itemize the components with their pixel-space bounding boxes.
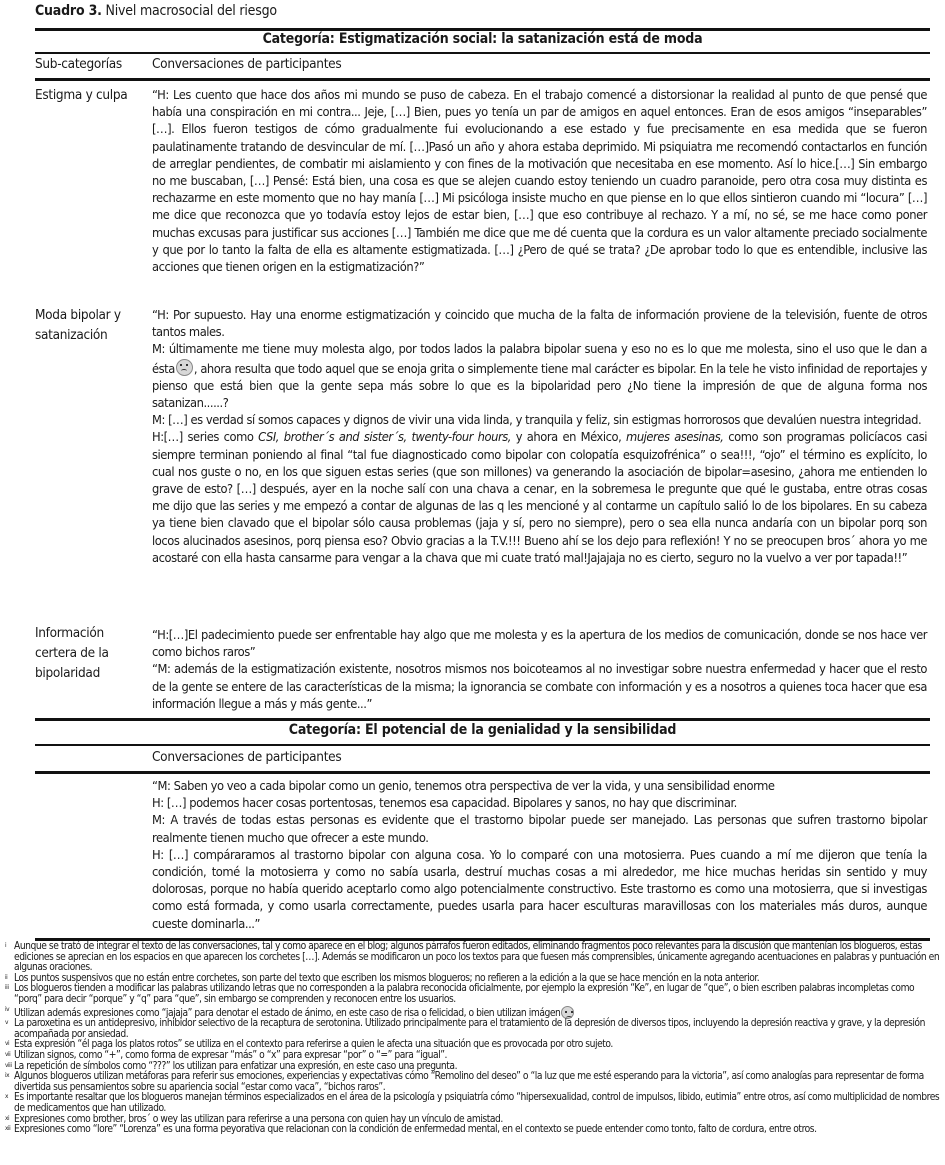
conversation-paragraph: “M: Saben yo veo a cada bipolar como un genio, tenemos otra perspectiva de ver la vida, y una sensibilidad enorme [152,779,775,794]
subcategory-informacion-certera: Información certera de la bipolaridad [35,625,109,681]
column-header-conversations: Conversaciones de participantes [152,56,342,72]
sad-face-icon [176,359,193,376]
conversation-informacion-certera [152,627,927,713]
conversation-paragraph: “H:[…]El padecimiento puede ser enfrentable hay algo que me molesta y es la apertura de los medios de comunicación, donde se nos hace ver como bichos raros” [152,628,927,661]
header-rule-2 [35,771,930,774]
conversation-estigma-y-culpa [152,87,927,276]
conversation-moda-bipolar [152,307,927,567]
conversation-genialidad [152,778,927,933]
footnotes [5,942,940,1136]
emoticon-icon [561,1006,574,1019]
footnote: v La paroxetina es un antidepresivo, inhibidor selectivo de la recaptura de serotonina. Utilizado principalmente para el tratamiento de la depresión de diversos tipos, incluyendo la depresión reactiva y grave, y la depresión acompañada por ansiedad. [5,1018,925,1040]
footnote: ii Los puntos suspensivos que no están entre corchetes, son parte del texto que escriben los mismos blogueros; no refieren a la edición a la que se hace mención en la nota anterior. [5,972,760,984]
footnote: viii La repetición de símbolos como “???” los utilizan para enfatizar una expresión, en este caso una pregunta. [5,1060,458,1072]
footnote: ix Algunos blogueros utilizan metáforas para referir sus emociones, experiencias y expectativas cómo “Remolino del deseo” o “la luz que me esté esperando para la victoria”, así como analogías para representar de forma divertida sus pensamientos sobre su apariencia social “estar como vaca”, “bichos raros”. [5,1071,924,1093]
footnote: iv Utilizan además expresiones como “jajaja” para denotar el estado de ánimo, en este caso de risa o felicidad, o bien utilizan imágen [5,1006,940,1020]
footnote: xii Expresiones como “lore” “Lorenza” es una forma peyorativa que relacionan con la condición de enfermedad mental, en el contexto se puede entender como tonto, falto de cordura, entre otros. [5,1124,817,1136]
rule [35,52,930,54]
footnote: vi Esta expresión “él paga los platos rotos” se utiliza en el contexto para referirse a quien le afecta una situación que es provocada por otro sujeto. [5,1039,613,1051]
subcategory-moda-bipolar: Moda bipolar y satanización [35,307,121,343]
column-header-conversations-2: Conversaciones de participantes [152,749,342,765]
conversation-paragraph: M: A través de todas estas personas es evidente que el trastorno bipolar puede ser manejado. Las personas que sufren trastorno bipolar realmente tienen mucho que ofrecer a este mundo. [152,813,927,846]
conversation-paragraph: M: últimamente me tiene muy molesta algo, por todos lados la palabra bipolar suena y eso no es lo que me molesta, sino el uso que le dan a ésta , ahora resulta que todo aquel que se enoja grita o simplemente tiene mal carácter es bipolar. En la tele he visto infinidad de reportajes y pienso que está bien que la gente sepa más sobre lo que es la bipolaridad pero ¿No tiene la impresión de que de alguna forma nos satanizan......? [152,342,927,412]
conversation-paragraph: H: […] compáraramos al trastorno bipolar con alguna cosa. Yo lo comparé con una motosierra. Pues cuando a mí me dijeron que tenía la condición, tomé la motosierra y como no sabía usarla, destruí muchas cosas a mi alrededor, me hice muchas heridas sin sentido y muy dolorosas, porque no había querido aceptarlo como algo potencialmente constructivo. Este trastorno es como una motosierra, que si investigas como está formada, y como usarla correctamente, puedes usarla para hacer esculturas maravillosas con los materiales más duros, aunque cueste dominarla...” [152,847,927,932]
footnote: iii Los blogueros tienden a modificar las palabras utilizando letras que no corresponden a la palabra reconocida oficialmente, por ejemplo la expresión “Ke”, en lugar de “que”, o bien escriben palabras incompletas como “porq” para decir “porque” y “q” para “que”, sin embargo se comprenden y reconocen entre los usuarios. [5,983,915,1005]
table-caption [35,3,277,19]
conversation-paragraph: H: […] podemos hacer cosas portentosas, tenemos esa capacidad. Bipolares y sanos, no hay que discriminar. [152,796,737,812]
header-rule [35,78,930,81]
table-title: Nivel macrosocial del riesgo [101,3,277,19]
footnote: x Es importante resaltar que los blogueros manejan términos especializados en el área de la psicología y psiquiatría cómo “hipersexualidad, control de impulsos, libido, eutimia” entre otros, así como multiplicidad de nombres de medicamentos que han utilizado. [5,1092,940,1114]
rule [35,744,930,746]
footnote: i Aunque se trató de integrar el texto de las conversaciones, tal y como aparece en el blog; algunos párrafos fueron editados, eliminando fragmentos poco relevantes para la discusión que mantenían los blogueros, estas ediciones se aprecian en los espacios en que aparecen los corchetes […]. Además se modificaron un poco los textos para que fuesen más comprensibles, únicamente agregando acentuaciones en palabras y puntuación en algunas oraciones. [5,941,940,974]
conversation-paragraph: “H: Por supuesto. Hay una enorme estigmatización y coincido que mucha de la falta de información proviene de la televisión, fuente de otros tantos males. [152,308,927,341]
conversation-paragraph: M: […] es verdad sí somos capaces y dignos de vivir una vida linda, y tranquila y feliz, sin estigmas horrorosos que devalúen nuestra integridad. [152,413,922,429]
conversation-paragraph: “M: además de la estigmatización existente, nosotros mismos nos boicoteamos al no investigar sobre nuestra enfermedad y hacer que el resto de la gente se entere de las características de la misma; la ignorancia se combate con información y es a nosotros a quienes toca hacer que esa información llegue a más y más gente...” [152,662,927,712]
section-rule [35,718,930,721]
footnote: vii Utilizan signos, como “+”, como forma de expresar “más” o “x” para expresar “por” o “=” para “igual”. [5,1049,447,1061]
footnote: xi Expresiones como brother, bros´ o wey las utilizan para referirse a una persona con quien hay un vínculo de amistad. [5,1113,503,1125]
subcategory-estigma-y-culpa: Estigma y culpa [35,87,128,103]
conversation-paragraph: H:[…] series como CSI, brother´s and sister´s, twenty-four hours, y ahora en México, mujeres asesinas, como son programas policíacos casi siempre terminan poniendo al final “tal fue diagnosticado como bipolar con colopatía esquizofrénica” o sea!!!, “ojo” el término es explícito, lo cual nos guste o no, en los que siguen estas series (que son millones) va generando la asociación de bipolar=asesino, ¿ahora me entienden lo grave de esto? […] después, ayer en la noche salí con una chava a cenar, en la sobremesa le pregunte que qué le gustaba, entre otras cosas me dijo que las series y me empezó a contar de algunas de las q les mencioné y al contarme un capítulo salió lo de los bipolares. En su cabeza ya tiene bien clavado que el bipolar sólo causa problemas (jaja y sí, pero no siempre), pero o sea ella nunca andaría con un bipolar porq son locos alucinados asesinos, porq piensa eso? Obvio gracias a la T.V.!!! Bueno ahí se los dejo para reflexión! Y no se preocupen bros´ ahora yo me acostaré con ella hasta cansarme para vengar a la chava que mi cuate trató mal!Jajajaja no es cierto, seguro no la vuelvo a ver por tapada!!” [152,430,928,566]
category-heading-1: Categoría: Estigmatización social: la satanización está de moda [262,31,703,47]
category-heading-2: Categoría: El potencial de la genialidad y la sensibilidad [288,722,677,738]
conversation-paragraph: “H: Les cuento que hace dos años mi mundo se puso de cabeza. En el trabajo comencé a distorsionar la realidad al punto de que pensé que había una conspiración en mi contra... Jeje, […] Bien, pues yo tenía un par de amigos en aquel entonces. Eran de esos amigos “inseparables” […]. Ellos fueron testigos de cómo gradualmente fui evolucionando a ese estado y fue precisamente en esa medida que se fueron paulatinamente tratando de desvincular de mí. […]Pasó un año y ahora estaba deprimido. Mi psiquiatra me recomendó contactarlos en función de arreglar pendientes, de combatir mi aislamiento y con fines de la motivación que necesitaba en ese momento. Así lo hice.[…] Sin embargo no me buscaban, […] Pensé: Está bien, una cosa es que se alejen cuando estoy teniendo un cuadro paranoide, pero otra cosa muy distinta es rechazarme en este momento que no hay manía […] Mi psicóloga insiste mucho en que piense en lo que ellos sintieron cuando mi “locura” […] me dice que reconozca que yo todavía estoy lejos de estar bien, […] que eso contribuye al rechazo. Y a mí, no sé, se me hace como poner muchas excusas para justificar sus acciones […] También me dice que me dé cuenta que la cordura es un valor altamente preciado socialmente y que por lo tanto la falta de ella es altamente estigmatizada. […] ¿Pero de qué se trata? ¿De aprobar todo lo que es entendible, inclusive las acciones que tienen origen en la estigmatización?” [152,88,927,276]
column-header-subcategories: Sub-categorías [35,56,122,72]
table-number: Cuadro 3. [35,3,102,19]
